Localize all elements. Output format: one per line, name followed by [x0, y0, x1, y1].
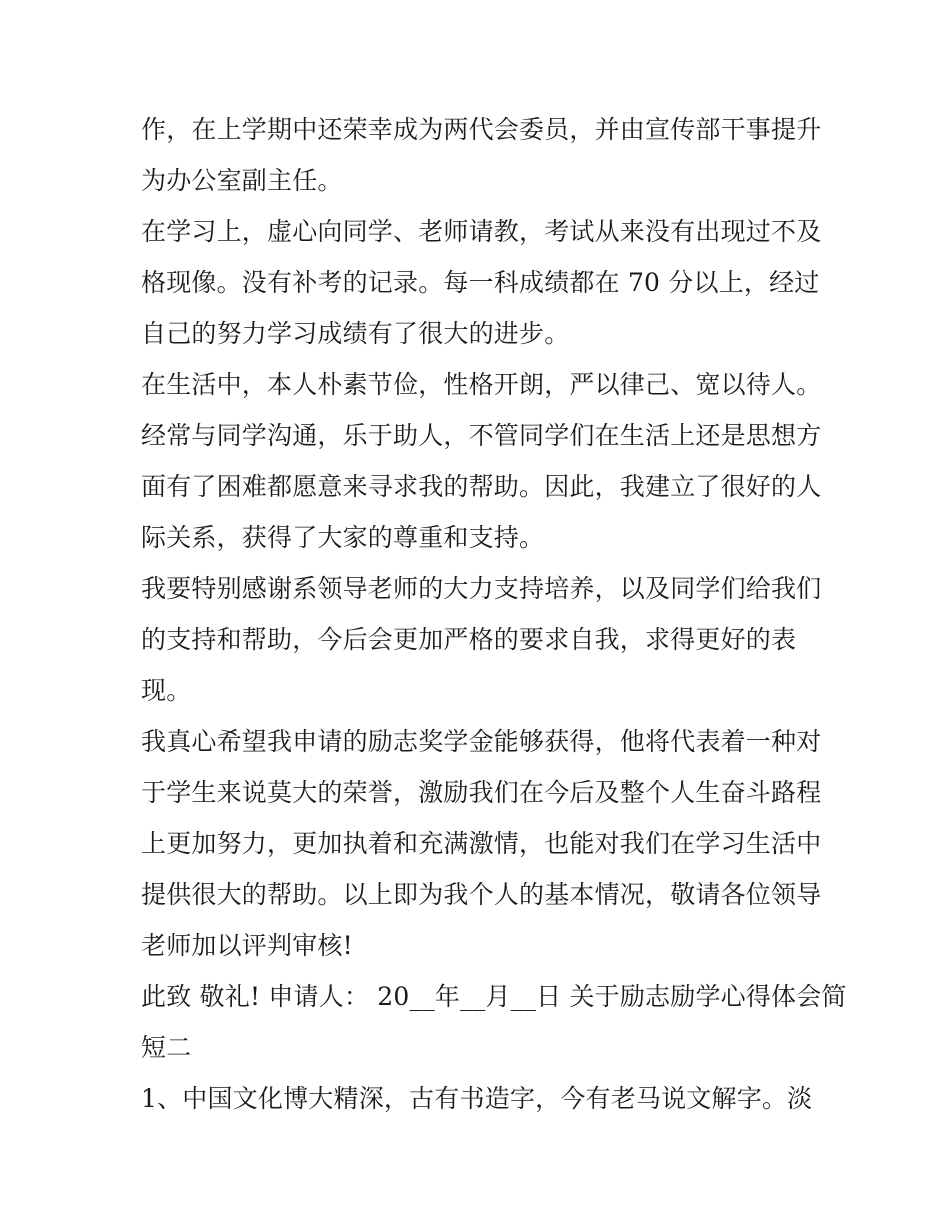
- text-line: 此致 敬礼! 申请人： 20__年__月__日 关于励志励学心得体会简: [141, 982, 847, 1011]
- text-line: 格现像。没有补考的记录。每一科成绩都在 70 分以上，经过: [141, 268, 820, 297]
- text-line: 提供很大的帮助。以上即为我个人的基本情况，敬请各位领导: [141, 880, 822, 909]
- text-line: 现。: [141, 676, 192, 705]
- text-line: 在生活中，本人朴素节俭，性格开朗，严以律己、宽以待人。: [141, 370, 822, 399]
- text-line: 短二: [141, 1033, 192, 1062]
- text-line: 在学习上，虚心向同学、老师请教，考试从来没有出现过不及: [141, 217, 822, 246]
- document-body: [141, 104, 847, 1124]
- text-line: 上更加努力，更加执着和充满激情，也能对我们在学习生活中: [141, 829, 822, 858]
- text-line: 老师加以评判审核!: [141, 931, 353, 960]
- text-line: 我要特别感谢系领导老师的大力支持培养，以及同学们给我们: [141, 574, 822, 603]
- text-line: 作，在上学期中还荣幸成为两代会委员，并由宣传部干事提升: [141, 115, 822, 144]
- text-line: 自己的努力学习成绩有了很大的进步。: [141, 319, 570, 348]
- text-line: 于学生来说莫大的荣誉，激励我们在今后及整个人生奋斗路程: [141, 778, 822, 807]
- text-line: 1、中国文化博大精深，古有书造字，今有老马说文解字。淡: [141, 1084, 813, 1113]
- text-line: 我真心希望我申请的励志奖学金能够获得，他将代表着一种对: [141, 727, 822, 756]
- text-line: 经常与同学沟通，乐于助人，不管同学们在生活上还是思想方: [141, 421, 822, 450]
- text-line: 为办公室副主任。: [141, 166, 343, 195]
- text-line: 际关系，获得了大家的尊重和支持。: [141, 523, 545, 552]
- text-line: 的支持和帮助，今后会更加严格的要求自我，求得更好的表: [141, 625, 797, 654]
- text-line: 面有了困难都愿意来寻求我的帮助。因此，我建立了很好的人: [141, 472, 822, 501]
